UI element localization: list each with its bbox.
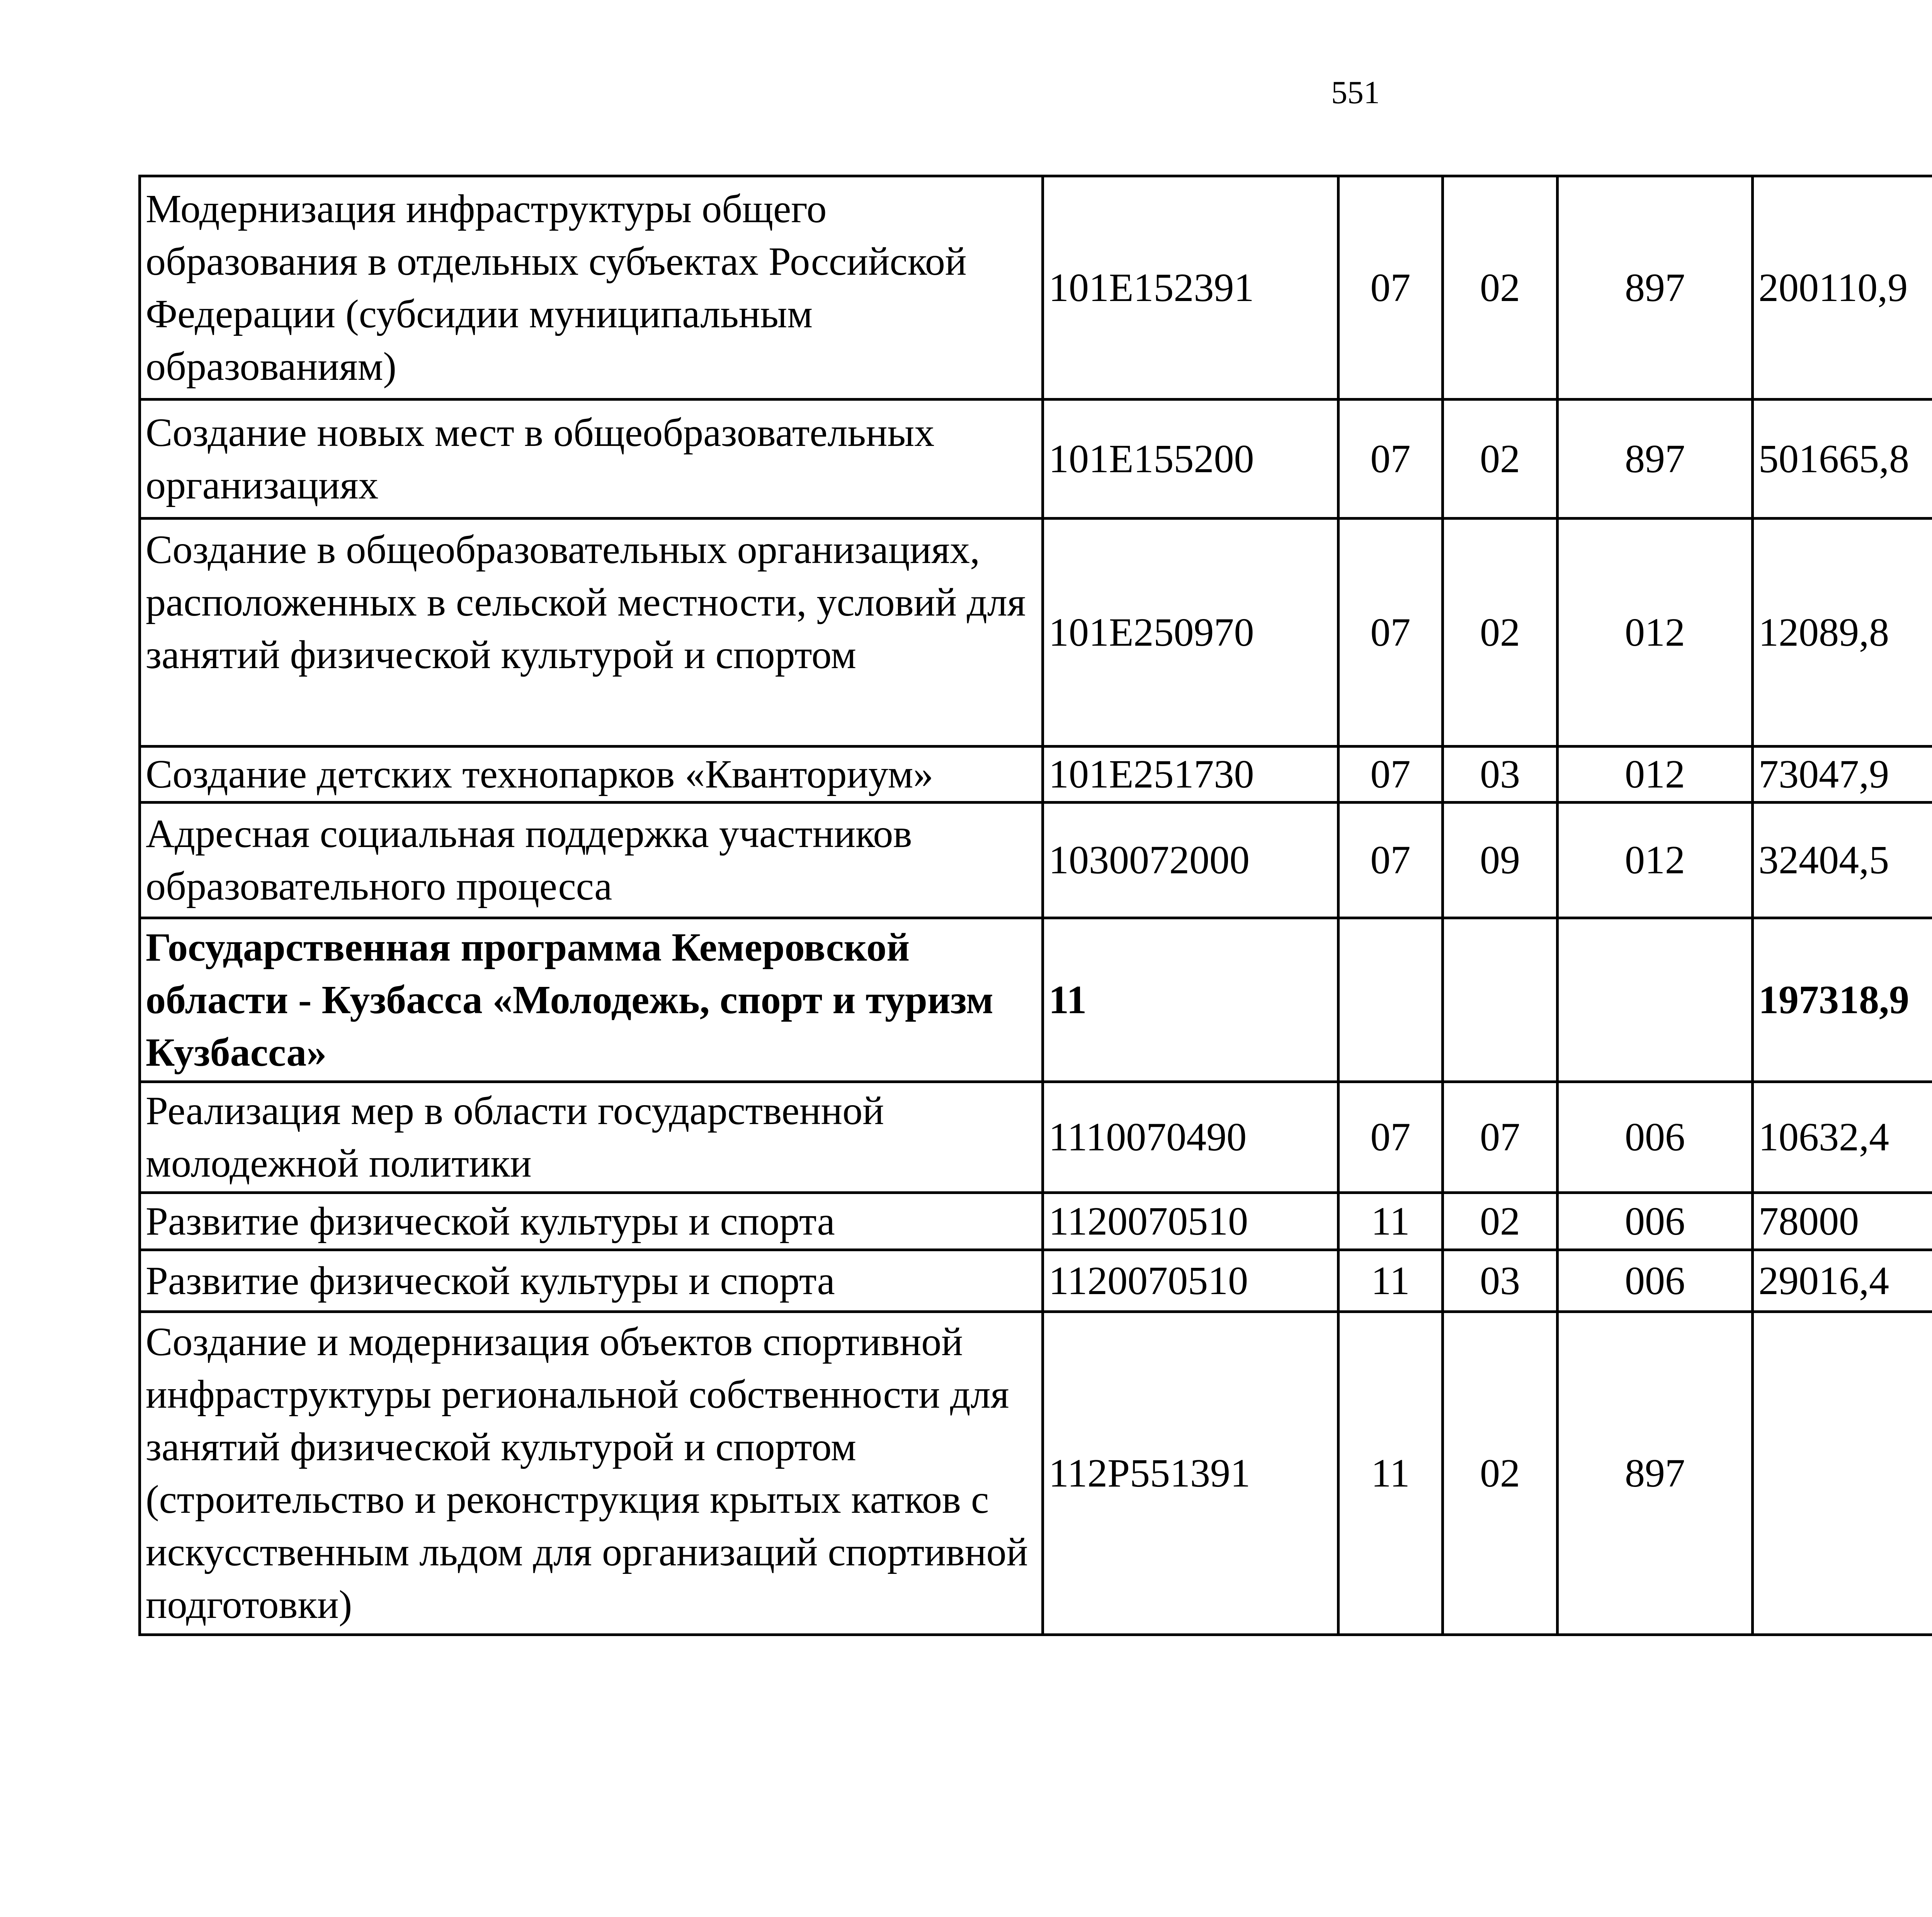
row-expense-type	[1558, 918, 1753, 1082]
row-code: 101E250970	[1043, 519, 1338, 747]
table-row	[140, 1250, 1932, 1312]
row-expense-type: 012	[1558, 803, 1753, 918]
row-name: Создание и модернизация объектов спортивной инфраструктуры региональной собственности для занятий физической культурой и спортом (строительство и реконструкция крытых катков с искусственным льдом для организаций спортивной подготовки)	[140, 1312, 1043, 1635]
table-row	[140, 747, 1932, 803]
row-section: 07	[1338, 400, 1443, 519]
page-number: 551	[1331, 75, 1380, 111]
row-code: 1120070510	[1043, 1250, 1338, 1312]
row-subsection: 03	[1443, 747, 1558, 803]
row-name: Реализация мер в области государственной молодежной политики	[140, 1082, 1043, 1193]
row-subsection: 02	[1443, 1312, 1558, 1635]
row-expense-type: 006	[1558, 1082, 1753, 1193]
row-subsection: 02	[1443, 1193, 1558, 1250]
row-name: Модернизация инфраструктуры общего образования в отдельных субъектах Российской Федерации (субсидии муниципальным образованиям)	[140, 176, 1043, 400]
row-code: 1030072000	[1043, 803, 1338, 918]
row-subsection: 02	[1443, 400, 1558, 519]
row-subsection: 02	[1443, 176, 1558, 400]
row-code: 101E155200	[1043, 400, 1338, 519]
budget-table	[138, 175, 1932, 1636]
row-section: 07	[1338, 1082, 1443, 1193]
row-name: Создание детских технопарков «Кванториум»	[140, 747, 1043, 803]
row-subsection: 09	[1443, 803, 1558, 918]
row-section: 07	[1338, 747, 1443, 803]
row-code: 101E251730	[1043, 747, 1338, 803]
table-row-program-total	[140, 918, 1932, 1082]
table-row	[140, 176, 1932, 400]
row-sum-1: 12089,8	[1753, 519, 1932, 747]
row-section	[1338, 918, 1443, 1082]
row-expense-type: 006	[1558, 1250, 1753, 1312]
row-subsection	[1443, 918, 1558, 1082]
row-section: 07	[1338, 803, 1443, 918]
row-name: Создание новых мест в общеобразовательных организациях	[140, 400, 1043, 519]
row-code: 11	[1043, 918, 1338, 1082]
table-row	[140, 1082, 1932, 1193]
row-code: 101E152391	[1043, 176, 1338, 400]
table-row	[140, 400, 1932, 519]
table-row	[140, 803, 1932, 918]
row-sum-1: 10632,4	[1753, 1082, 1932, 1193]
row-expense-type: 897	[1558, 176, 1753, 400]
row-sum-1: 29016,4	[1753, 1250, 1932, 1312]
row-name: Создание в общеобразовательных организациях, расположенных в сельской местности, условий для занятий физической культурой и спортом	[140, 519, 1043, 747]
table-row	[140, 1312, 1932, 1635]
row-sum-1: 197318,9	[1753, 918, 1932, 1082]
table-row	[140, 1193, 1932, 1250]
row-name: Адресная социальная поддержка участников образовательного процесса	[140, 803, 1043, 918]
row-sum-1: 78000	[1753, 1193, 1932, 1250]
row-subsection: 02	[1443, 519, 1558, 747]
table-row	[140, 519, 1932, 747]
row-sum-1: 501665,8	[1753, 400, 1932, 519]
row-expense-type: 012	[1558, 747, 1753, 803]
row-name: Развитие физической культуры и спорта	[140, 1250, 1043, 1312]
row-sum-1	[1753, 1312, 1932, 1635]
row-expense-type: 897	[1558, 1312, 1753, 1635]
row-code: 1120070510	[1043, 1193, 1338, 1250]
row-name: Государственная программа Кемеровской области - Кузбасса «Молодежь, спорт и туризм Кузбасса»	[140, 918, 1043, 1082]
row-section: 11	[1338, 1250, 1443, 1312]
row-sum-1: 73047,9	[1753, 747, 1932, 803]
row-expense-type: 897	[1558, 400, 1753, 519]
row-sum-1: 200110,9	[1753, 176, 1932, 400]
row-section: 07	[1338, 176, 1443, 400]
row-subsection: 07	[1443, 1082, 1558, 1193]
row-sum-1: 32404,5	[1753, 803, 1932, 918]
row-code: 112P551391	[1043, 1312, 1338, 1635]
row-code: 1110070490	[1043, 1082, 1338, 1193]
row-section: 07	[1338, 519, 1443, 747]
row-subsection: 03	[1443, 1250, 1558, 1312]
row-expense-type: 006	[1558, 1193, 1753, 1250]
row-name: Развитие физической культуры и спорта	[140, 1193, 1043, 1250]
row-expense-type: 012	[1558, 519, 1753, 747]
row-section: 11	[1338, 1312, 1443, 1635]
row-section: 11	[1338, 1193, 1443, 1250]
